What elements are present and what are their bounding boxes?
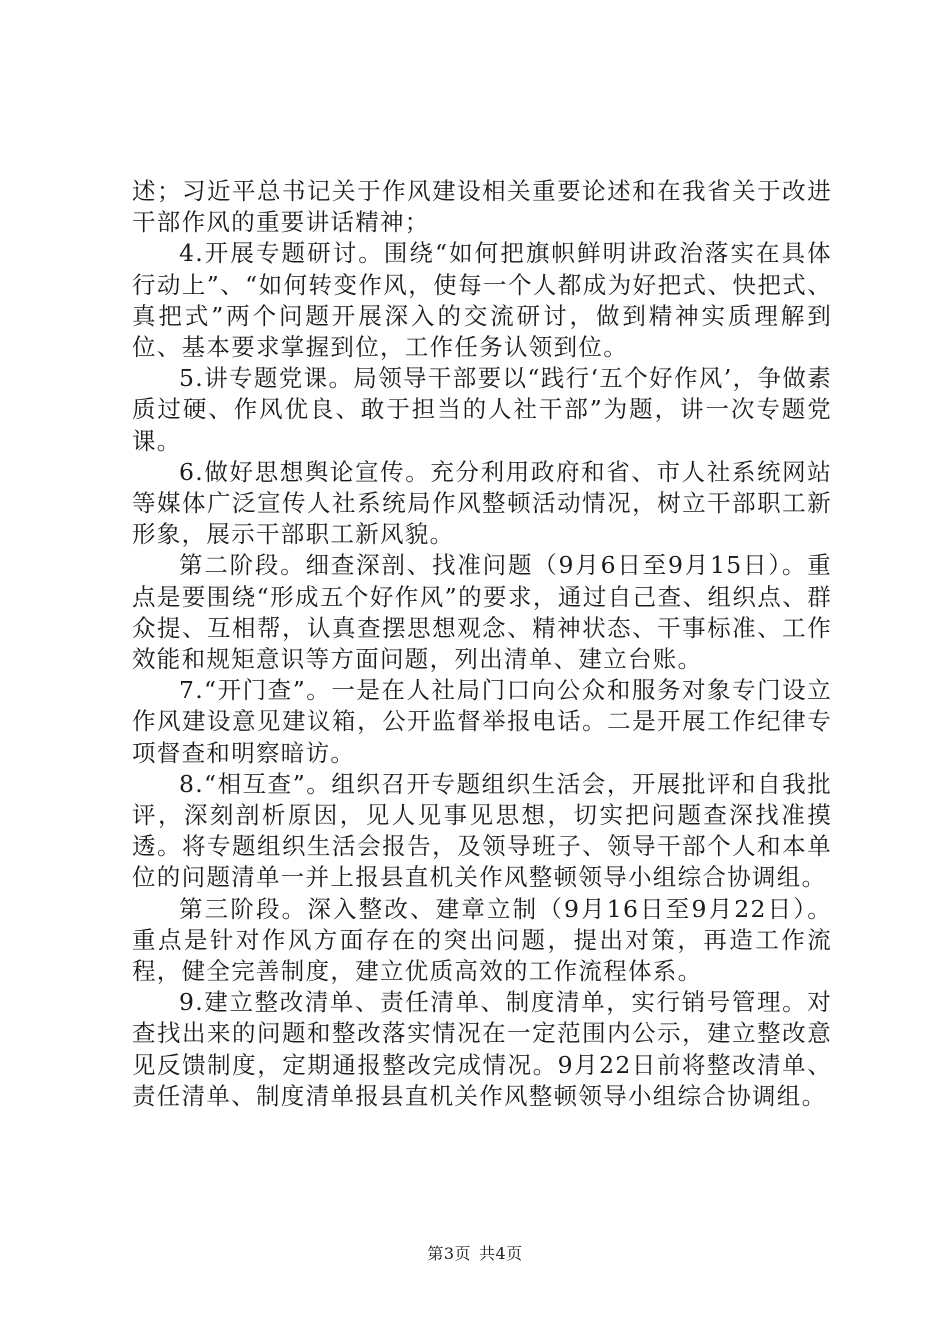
document-body	[132, 176, 832, 1112]
paragraph-item-6: 6.做好思想舆论宣传。充分利用政府和省、市人社系统网站等媒体广泛宣传人社系统局作风整顿活动情况，树立干部职工新形象，展示干部职工新风貌。	[132, 457, 832, 549]
paragraph-stage-3: 第三阶段。深入整改、建章立制（9月16日至9月22日）。重点是针对作风方面存在的突出问题，提出对策，再造工作流程，健全完善制度，建立优质高效的工作流程体系。	[132, 894, 832, 986]
paragraph-continuation: 述；习近平总书记关于作风建设相关重要论述和在我省关于改进干部作风的重要讲话精神；	[132, 177, 832, 237]
paragraph-item-5: 5.讲专题党课。局领导干部要以“践行‘五个好作风’，争做素质过硬、作风优良、敢于担当的人社干部”为题，讲一次专题党课。	[132, 364, 832, 455]
paragraph-item-7: 7.“开门查”。一是在人社局门口向公众和服务对象专门设立作风建设意见建议箱，公开监督举报电话。二是开展工作纪律专项督查和明察暗访。	[132, 676, 832, 767]
page-footer	[0, 1244, 950, 1264]
paragraph-item-4: 4.开展专题研讨。围绕“如何把旗帜鲜明讲政治落实在具体行动上”、“如何转变作风，使每一个人都成为好把式、快把式、真把式”两个问题开展深入的交流研讨，做到精神实质理解到位、基本要求掌握到位，工作任务认领到位。	[132, 239, 832, 362]
page-number-total: 共4页	[479, 1244, 523, 1263]
paragraph-stage-2: 第二阶段。细查深剖、找准问题（9月6日至9月15日）。重点是要围绕“形成五个好作风”的要求，通过自己查、组织点、群众提、互相帮，认真查摆思想观念、精神状态、干事标准、工作效能和规矩意识等方面问题，列出清单、建立台账。	[132, 551, 832, 674]
paragraph-item-8: 8.“相互查”。组织召开专题组织生活会，开展批评和自我批评，深刻剖析原因，见人见事见思想，切实把问题查深找准摸透。将专题组织生活会报告，及领导班子、领导干部个人和本单位的问题清单一并上报县直机关作风整顿领导小组综合协调组。	[132, 769, 832, 892]
page-number-current: 第3页	[427, 1244, 471, 1263]
paragraph-item-9: 9.建立整改清单、责任清单、制度清单，实行销号管理。对查找出来的问题和整改落实情况在一定范围内公示，建立整改意见反馈制度，定期通报整改完成情况。9月22日前将整改清单、责任清单、制度清单报县直机关作风整顿领导小组综合协调组。	[132, 988, 832, 1110]
